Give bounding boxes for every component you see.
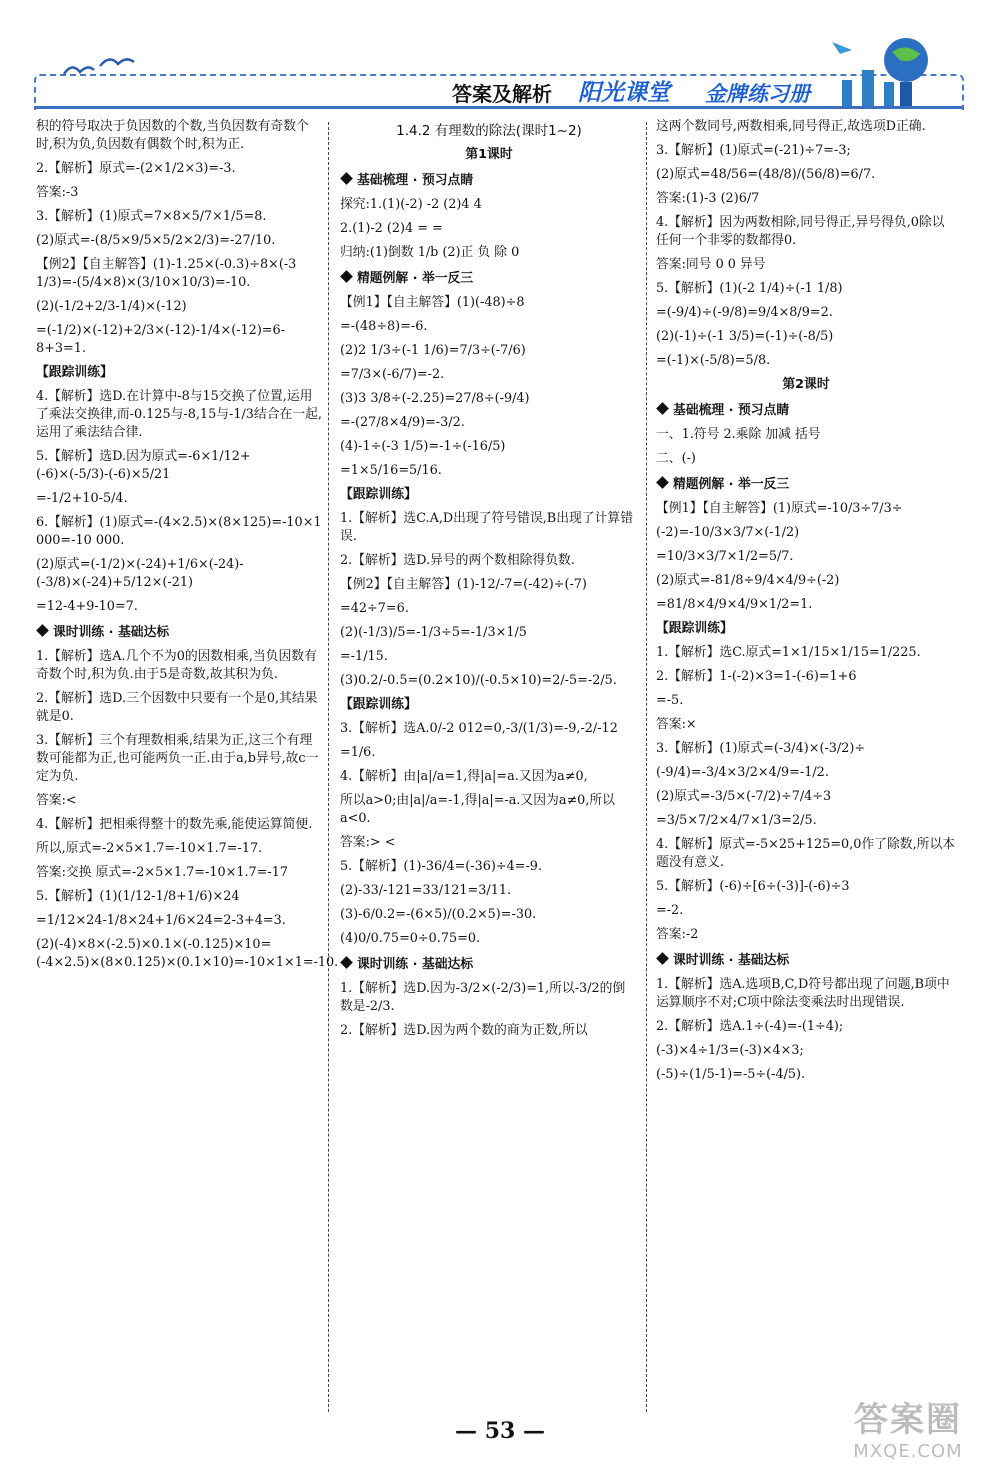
- brand-title: 阳光课堂: [578, 80, 670, 106]
- text-line: 探究:1.(1)(-2) -2 (2)4 4: [340, 197, 482, 212]
- text-line: 6.【解析】(1)原式=-(4×2.5)×(8×125)=-10×1 000=-10 000.: [36, 515, 322, 548]
- text-line: 3.【解析】(1)原式=(-3/4)×(-3/2)÷: [656, 741, 866, 756]
- text-line: (2)(-1)÷(-1 3/5)=(-1)÷(-8/5): [656, 329, 834, 344]
- text-line: 5.【解析】(1)(1/12-1/8+1/6)×24: [36, 889, 240, 904]
- lesson-title: 1.4.2 有理数的除法(课时1~2): [396, 123, 582, 139]
- text-line: =-1/2+10-5/4.: [36, 491, 128, 506]
- text-line: 5.【解析】(1)(-2 1/4)÷(-1 1/8): [656, 281, 843, 296]
- text-line: 4.【解析】因为两数相除,同号得正,异号得负,0除以任何一个非零的数都得0.: [656, 215, 945, 248]
- text-line: =(-1)×(-5/8)=5/8.: [656, 353, 771, 368]
- text-line: 2.【解析】选D.异号的两个数相除得负数.: [340, 553, 575, 568]
- text-line: (2)(-1/2+2/3-1/4)×(-12): [36, 299, 187, 314]
- diamond-icon: [340, 956, 353, 969]
- text-line: 2.【解析】1-(-2)×3=1-(-6)=1+6: [656, 669, 857, 684]
- diamond-icon: [340, 270, 353, 283]
- text-line: (2)原式=48/56=(48/8)/(56/8)=6/7.: [656, 167, 876, 182]
- text-line: 1.【解析】选A.选项B,C,D符号都出现了问题,B项中运算顺序不对;C项中除法变乘法时出现错误.: [656, 977, 950, 1010]
- text-line: (2)原式=-81/8÷9/4×4/9÷(-2): [656, 573, 840, 588]
- section-heading: 课时训练 · 基础达标: [340, 956, 638, 974]
- text-line: 1.【解析】选D.因为-3/2×(-2/3)=1,所以-3/2的倒数是-2/3.: [340, 981, 626, 1014]
- text-line: 4.【解析】由|a|/a=1,得|a|=a.又因为a≠0,: [340, 769, 588, 784]
- text-line: 所以a>0;由|a|/a=-1,得|a|=-a.又因为a≠0,所以a<0.: [340, 793, 615, 826]
- text-line: 积的符号取决于负因数的个数,当负因数有奇数个时,积为负,负因数有偶数个时,积为正.: [36, 119, 309, 152]
- text-line: (-9/4)=-3/4×3/2×4/9=-1/2.: [656, 765, 829, 780]
- text-line: 1.【解析】选C.原式=1×1/15×1/15=1/225.: [656, 645, 921, 660]
- text-line: =-(48÷8)=-6.: [340, 319, 428, 334]
- text-line: 【例2】【自主解答】(1)-1.25×(-0.3)÷8×(-3 1/3)=-(5/4×8)×(3/10×10/3)=-10.: [36, 257, 297, 290]
- text-line: =12-4+9-10=7.: [36, 599, 138, 614]
- text-line: (4)0/0.75=0÷0.75=0.: [340, 931, 481, 946]
- text-line: 二、(-): [656, 451, 696, 466]
- text-line: 3.【解析】三个有理数相乘,结果为正,这三个有理数可能都为正,也可能两负一正.由于a,b异号,故c一定为负.: [36, 733, 319, 784]
- text-line: 答案:同号 0 0 异号: [656, 257, 766, 272]
- lesson-subtitle: 第2课时: [782, 377, 830, 392]
- text-line: (2)原式=(-1/2)×(-24)+1/6×(-24)-(-3/8)×(-24)+5/12×(-21): [36, 557, 244, 590]
- text-line: 2.【解析】原式=-(2×1/2×3)=-3.: [36, 161, 236, 176]
- text-line: 【例2】【自主解答】(1)-12/-7=(-42)÷(-7): [340, 577, 587, 592]
- text-line: 一、1.符号 2.乘除 加减 括号: [656, 427, 821, 442]
- text-line: =81/8×4/9×4/9×1/2=1.: [656, 597, 813, 612]
- text-line: (2)(-1/3)/5=-1/3÷5=-1/3×1/5: [340, 625, 527, 640]
- text-line: 归纳:(1)倒数 1/b (2)正 负 除 0: [340, 245, 520, 260]
- text-line: 5.【解析】(-6)÷[6÷(-3)]-(-6)÷3: [656, 879, 850, 894]
- middle-column: [340, 118, 638, 1046]
- diamond-icon: [656, 952, 669, 965]
- text-line: (-3)×4÷1/3=(-3)×4×3;: [656, 1043, 804, 1058]
- text-line: 答案:(1)-3 (2)6/7: [656, 191, 760, 206]
- text-line: =1×5/16=5/16.: [340, 463, 442, 478]
- text-line: (2)原式=-3/5×(-7/2)÷7/4÷3: [656, 789, 832, 804]
- section-heading: 精题例解 · 举一反三: [656, 476, 956, 494]
- text-line: 答案:×: [656, 717, 697, 732]
- page-header: [0, 0, 1000, 118]
- section-label: 【跟踪训练】: [340, 487, 417, 502]
- text-line: (4)-1÷(-3 1/5)=-1÷(-16/5): [340, 439, 506, 454]
- text-line: (3)0.2/-0.5=(0.2×10)/(-0.5×10)=2/-5=-2/5.: [340, 673, 617, 688]
- text-line: 4.【解析】把相乘得整十的数先乘,能使运算简便.: [36, 817, 313, 832]
- text-line: 4.【解析】选D.在计算中-8与15交换了位置,运用了乘法交换律,而-0.125与-8,15与-1/3结合在一起,运用了乘法结合律.: [36, 389, 322, 440]
- section-heading: 课时训练 · 基础达标: [36, 624, 322, 642]
- text-line: 3.【解析】选A.0/-2 012=0,-3/(1/3)=-9,-2/-12: [340, 721, 618, 736]
- text-line: (2)原式=-(8/5×9/5×5/2×2/3)=-27/10.: [36, 233, 276, 248]
- text-line: 5.【解析】(1)-36/4=(-36)÷4=-9.: [340, 859, 543, 874]
- text-line: 答案:交换 原式=-2×5×1.7=-10×1.7=-17: [36, 865, 289, 880]
- text-line: =10/3×3/7×1/2=5/7.: [656, 549, 794, 564]
- text-line: 答案:-3: [36, 185, 79, 200]
- answers-label: 答案及解析: [452, 82, 552, 106]
- watermark: [828, 1392, 988, 1462]
- text-line: =1/12×24-1/8×24+1/6×24=2-3+4=3.: [36, 913, 286, 928]
- text-line: 2.【解析】选A.1÷(-4)=-(1÷4);: [656, 1019, 844, 1034]
- watermark-top: 答案圈: [854, 1400, 962, 1440]
- watermark-bottom: MXQE.COM: [853, 1441, 963, 1462]
- text-line: 答案:-2: [656, 927, 699, 942]
- text-line: 所以,原式=-2×5×1.7=-10×1.7=-17.: [36, 841, 263, 856]
- section-heading: 基础梳理 · 预习点睛: [656, 402, 956, 420]
- text-line: (-5)÷(1/5-1)=-5÷(-4/5).: [656, 1067, 806, 1082]
- section-heading: 精题例解 · 举一反三: [340, 270, 638, 288]
- text-line: (3)-6/0.2=-(6×5)/(0.2×5)=-30.: [340, 907, 537, 922]
- diamond-icon: [340, 172, 353, 185]
- text-line: 3.【解析】(1)原式=(-21)÷7=-3;: [656, 143, 851, 158]
- text-line: =3/5×7/2×4/7×1/3=2/5.: [656, 813, 817, 828]
- text-line: 2.【解析】选D.因为两个数的商为正数,所以: [340, 1023, 588, 1038]
- text-line: 2.【解析】选D.三个因数中只要有一个是0,其结果就是0.: [36, 691, 318, 724]
- text-line: =-5.: [656, 693, 684, 708]
- text-line: =(-1/2)×(-12)+2/3×(-12)-1/4×(-12)=6-8+3=1.: [36, 323, 285, 356]
- column-divider-1: [328, 122, 329, 1412]
- column-divider-2: [646, 122, 647, 1412]
- text-line: 2.(1)-2 (2)4 = =: [340, 221, 443, 236]
- text-line: 3.【解析】(1)原式=7×8×5/7×1/5=8.: [36, 209, 267, 224]
- text-line: =7/3×(-6/7)=-2.: [340, 367, 445, 382]
- section-label: 【跟踪训练】: [36, 365, 113, 380]
- section-label: 【跟踪训练】: [340, 697, 417, 712]
- globe-icon: [822, 30, 942, 108]
- text-line: (2)2 1/3÷(-1 1/6)=7/3÷(-7/6): [340, 343, 526, 358]
- text-line: 5.【解析】选D.因为原式=-6×1/12+(-6)×(-5/3)-(-6)×5/21: [36, 449, 251, 482]
- section-heading: 课时训练 · 基础达标: [656, 952, 956, 970]
- section-heading: 基础梳理 · 预习点睛: [340, 172, 638, 190]
- page-number: — 53 —: [455, 1418, 545, 1444]
- text-line: 这两个数同号,两数相乘,同号得正,故选项D正确.: [656, 119, 926, 134]
- text-line: 答案:> <: [340, 835, 396, 850]
- text-line: =42÷7=6.: [340, 601, 409, 616]
- right-column: [656, 118, 956, 1090]
- diamond-icon: [656, 402, 669, 415]
- text-line: =(-9/4)÷(-9/8)=9/4×8/9=2.: [656, 305, 833, 320]
- section-label: 【跟踪训练】: [656, 621, 733, 636]
- text-line: =1/6.: [340, 745, 376, 760]
- diamond-icon: [36, 624, 49, 637]
- text-line: (2)(-4)×8×(-2.5)×0.1×(-0.125)×10=(-4×2.5)×(8×0.125)×(0.1×10)=-10×1×1=-10.: [36, 937, 339, 970]
- text-line: (-2)=-10/3×3/7×(-1/2): [656, 525, 800, 540]
- text-line: =-(27/8×4/9)=-3/2.: [340, 415, 465, 430]
- text-line: =-1/15.: [340, 649, 388, 664]
- text-line: 【例1】【自主解答】(1)(-48)÷8: [340, 295, 525, 310]
- text-line: 答案:<: [36, 793, 77, 808]
- lesson-subtitle: 第1课时: [465, 147, 513, 162]
- left-column: [36, 118, 339, 978]
- diamond-icon: [656, 476, 669, 489]
- text-line: 1.【解析】选A.几个不为0的因数相乘,当负因数有奇数个时,积为负.由于5是奇数,故其积为负.: [36, 649, 317, 682]
- text-line: (3)3 3/8÷(-2.25)=27/8÷(-9/4): [340, 391, 530, 406]
- text-line: 1.【解析】选C.A,D出现了符号错误,B出现了计算错误.: [340, 511, 633, 544]
- text-line: =-2.: [656, 903, 684, 918]
- text-line: (2)-33/-121=33/121=3/11.: [340, 883, 512, 898]
- text-line: 【例1】【自主解答】(1)原式=-10/3÷7/3÷: [656, 501, 903, 516]
- book-title: 金牌练习册: [705, 82, 810, 106]
- text-line: 4.【解析】原式=-5×25+125=0,0作了除数,所以本题没有意义.: [656, 837, 956, 870]
